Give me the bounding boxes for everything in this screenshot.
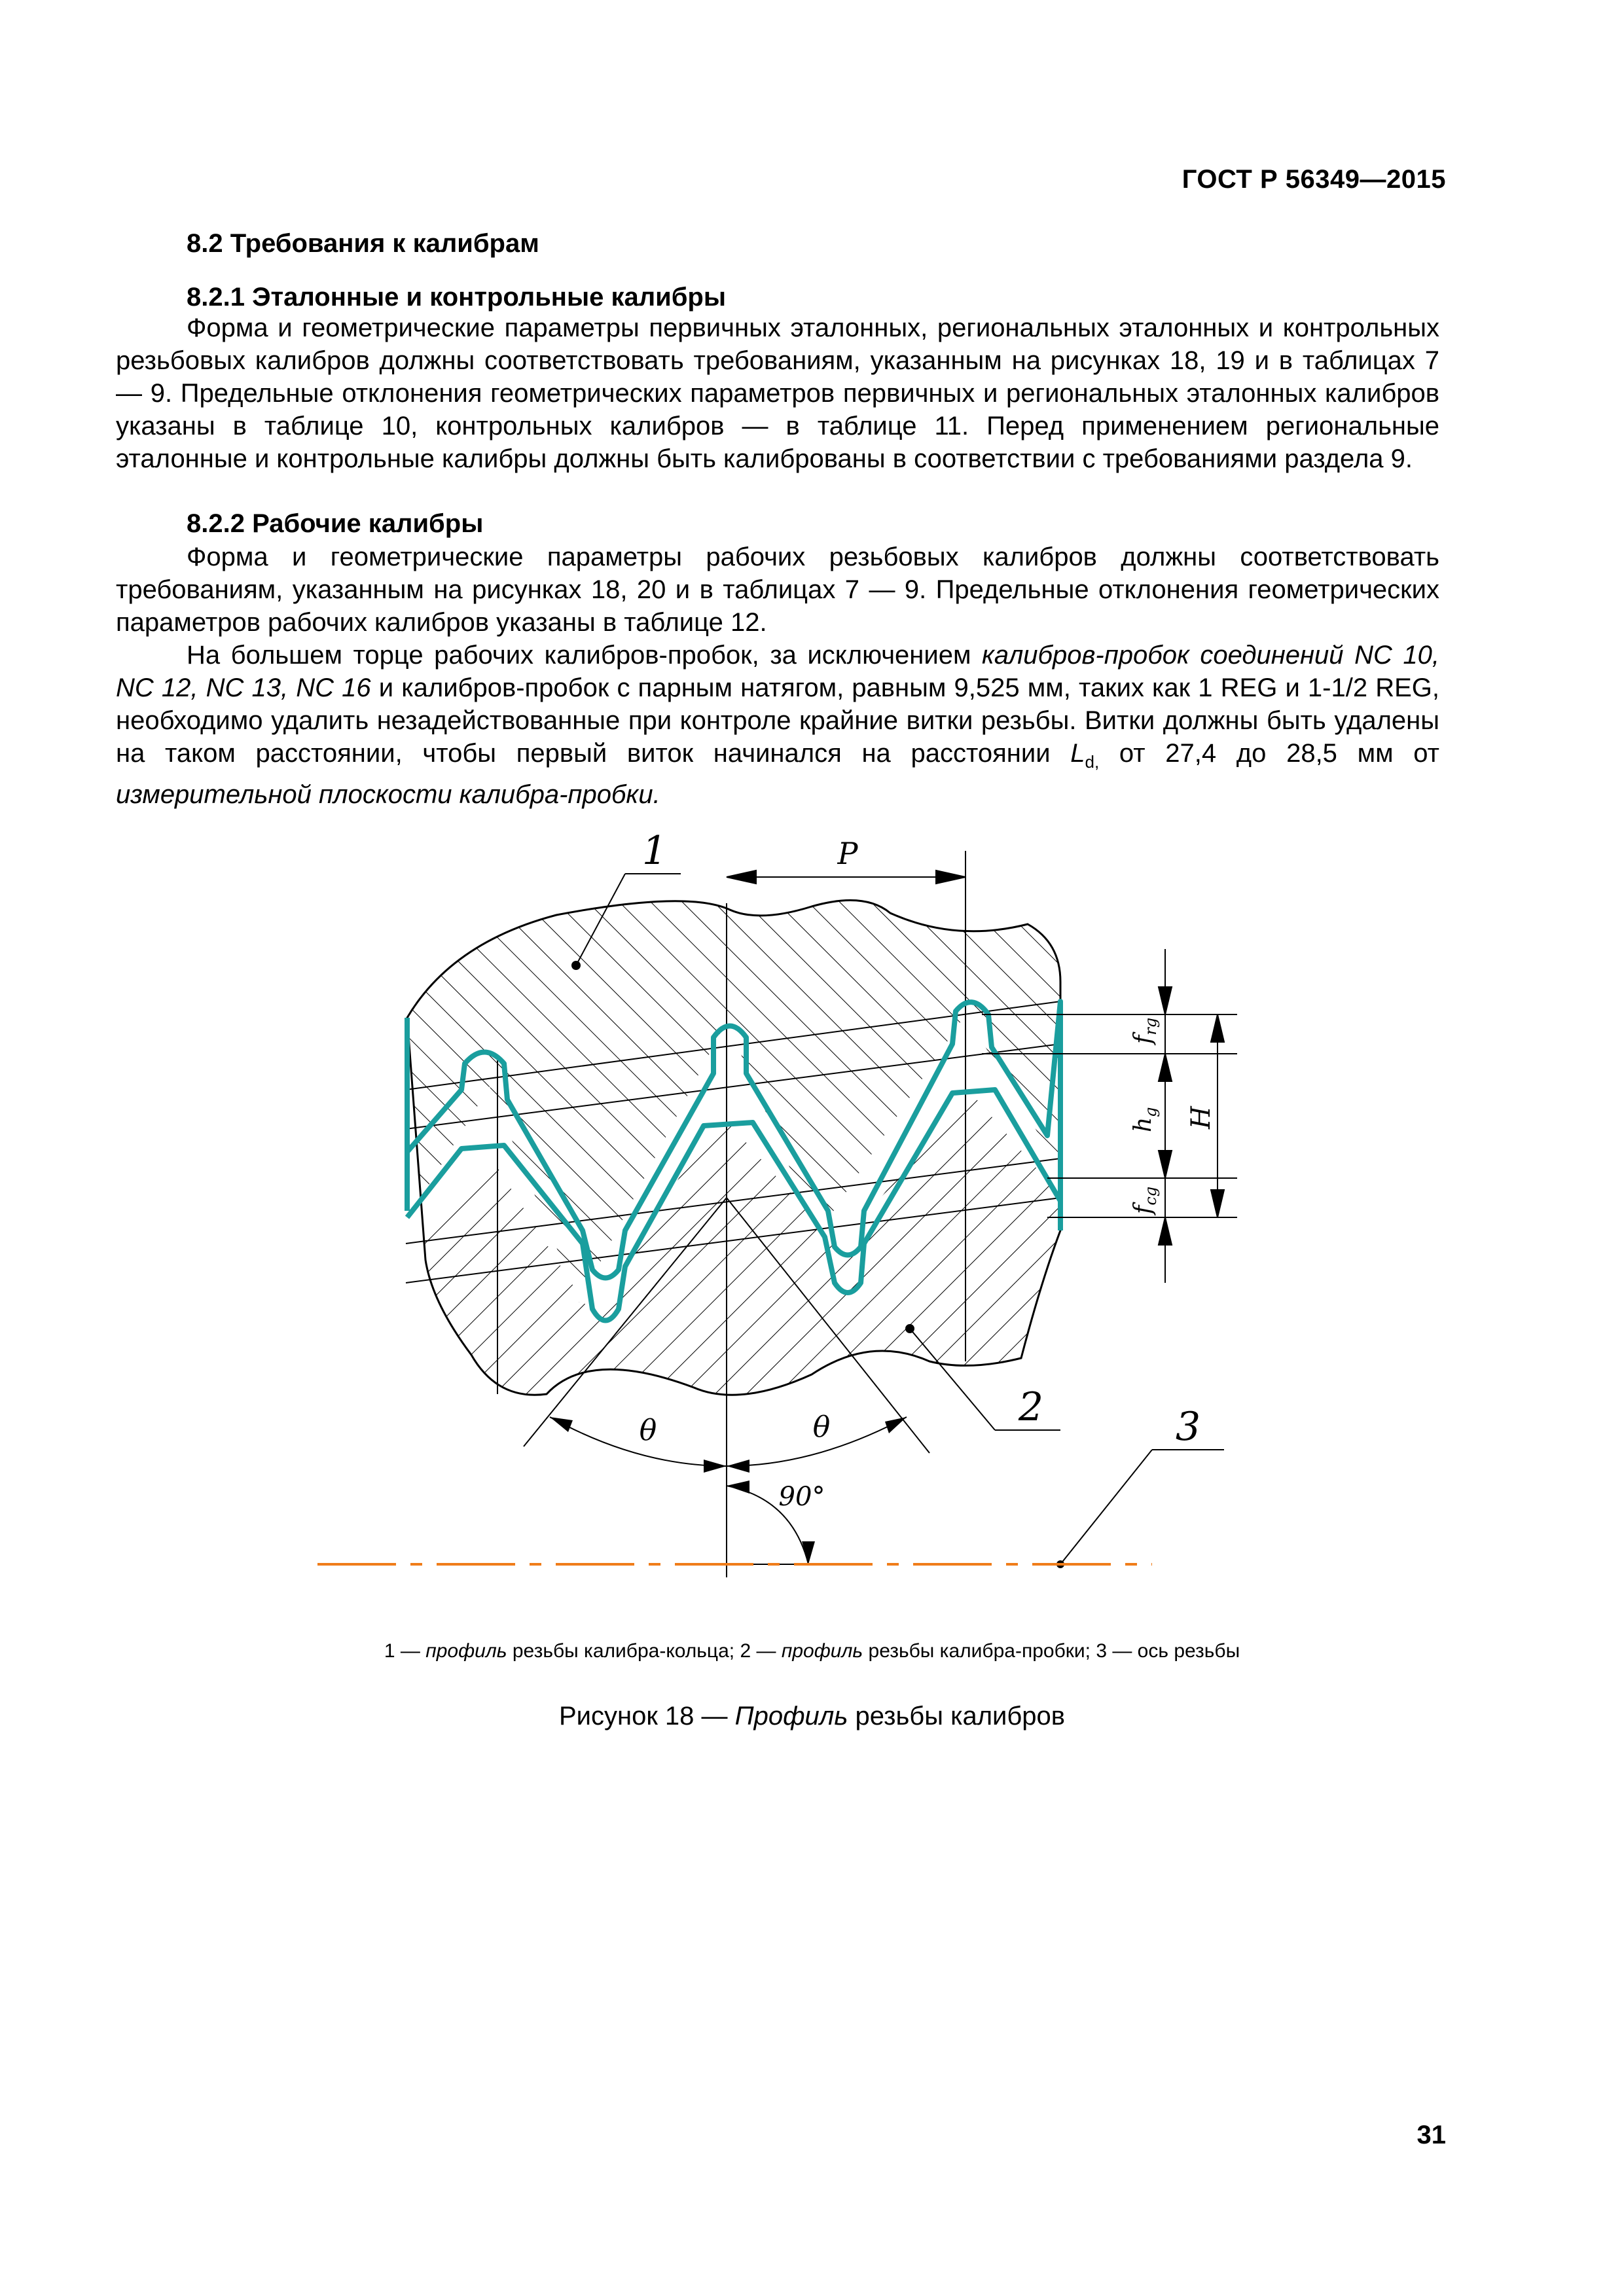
label-2: 2 xyxy=(1018,1384,1044,1430)
angle-90-label: 90° xyxy=(778,1482,825,1512)
label-1: 1 xyxy=(641,828,668,874)
leader-3 xyxy=(1057,1450,1224,1568)
caption-rest: резьбы калибров xyxy=(848,1702,1066,1731)
fcg-symbol: f xyxy=(1130,1205,1157,1214)
p3-italic-connections: калибров-пробок соединений NC 10, NC 12, NC 13, NC 16 xyxy=(116,641,1439,702)
pitch-label: P xyxy=(837,836,858,871)
angle-arrows xyxy=(550,1417,907,1564)
p3-symbol-sub: d, xyxy=(1085,752,1100,772)
subsection-title-2: 8.2.2 Рабочие калибры xyxy=(187,509,484,538)
frg-label xyxy=(1130,1018,1160,1046)
figure-legend xyxy=(0,1640,1624,1662)
legend-t2: резьбы калибра-пробки; xyxy=(863,1640,1096,1662)
caption-italic: Профиль xyxy=(734,1702,848,1731)
legend-n1: 1 — xyxy=(384,1640,426,1662)
label-3: 3 xyxy=(1175,1404,1201,1450)
hg-subscript: g xyxy=(1142,1107,1160,1117)
paragraph-3 xyxy=(116,639,1439,811)
figure-caption xyxy=(0,1702,1624,1731)
p3-text-c: и калибров-пробок с парным натягом, равным 9,525 мм, таких как 1 REG и 1-1/2 REG, необходимо удалить незадействованные при контроле крайние витки резьбы. Витки должны быть удалены на таком расстоянии, чтобы первый виток начинался на расстоянии xyxy=(116,673,1440,768)
page-number: 31 xyxy=(1416,2121,1446,2149)
paragraph-1: Форма и геометрические параметры первичных эталонных, региональных эталонных и контрольных резьбовых калибров должны соответствовать требованиям, указанным на рисунках 18, 19 и в таблицах 7 — 9. Предельные отклонения геометрических параметров первичных и региональных эталонных калибров указаны в таблице 10, контрольных калибров — в таблице 11. Перед применением региональные эталонные и контрольные калибры должны быть калиброваны в соответствии с требованиями раздела 9. xyxy=(116,314,1439,473)
fcg-label xyxy=(1130,1187,1160,1216)
section-title: 8.2 Требования к калибрам xyxy=(187,229,539,258)
p3-symbol-l: L xyxy=(1070,739,1085,768)
frg-subscript: rg xyxy=(1142,1017,1160,1035)
hg-symbol: h xyxy=(1130,1117,1157,1132)
thread-profile-figure xyxy=(0,812,1624,1623)
H-label: H xyxy=(1186,1106,1216,1129)
pitch-dimension xyxy=(727,870,965,884)
paragraph-2: Форма и геометрические параметры рабочих резьбовых калибров должны соответствовать требованиям, указанным на рисунках 18, 20 и в таблицах 7 — 9. Предельные отклонения геометрических параметров рабочих калибров указаны в таблице 12. xyxy=(116,543,1439,637)
legend-i2: профиль xyxy=(781,1640,863,1662)
theta-right-label: θ xyxy=(812,1410,831,1444)
hg-label xyxy=(1130,1107,1160,1132)
plug-gauge-region xyxy=(393,1086,1074,1440)
fcg-subscript: cg xyxy=(1142,1186,1160,1206)
p3-text-a: На большем торце рабочих калибров-пробок, за исключением xyxy=(187,641,983,670)
legend-i1: профиль xyxy=(425,1640,507,1662)
subsection-title-1: 8.2.1 Эталонные и контрольные калибры xyxy=(187,283,727,312)
theta-left-label: θ xyxy=(639,1414,657,1447)
document-header: ГОСТ Р 56349—2015 xyxy=(1182,165,1446,194)
legend-t3: 3 — ось резьбы xyxy=(1096,1640,1240,1662)
legend-t1: резьбы калибра-кольца; xyxy=(507,1640,740,1662)
legend-n2: 2 — xyxy=(740,1640,782,1662)
caption-prefix: Рисунок 18 — xyxy=(558,1702,735,1731)
p3-text-d: от 27,4 до 28,5 мм от xyxy=(1099,739,1439,768)
p3-italic-plane: измерительной плоскости калибра-пробки. xyxy=(116,780,660,809)
frg-symbol: f xyxy=(1130,1035,1157,1044)
